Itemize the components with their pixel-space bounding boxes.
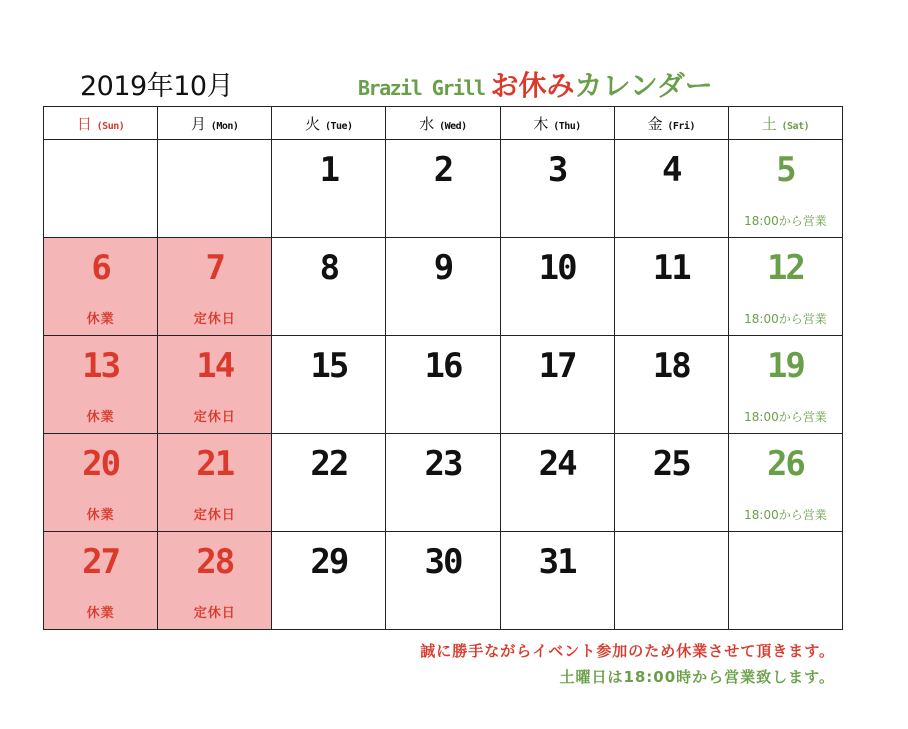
day-number: 30	[424, 542, 462, 582]
weekday-tue: 火 (Tue)	[272, 107, 386, 140]
calendar-day-cell	[614, 336, 728, 434]
calendar-day-cell	[272, 532, 386, 630]
calendar-day-cell	[728, 140, 842, 238]
calendar-day-cell	[44, 434, 158, 532]
day-note: 定休日	[193, 312, 236, 327]
weekday-wed: 水 (Wed)	[386, 107, 500, 140]
calendar-day-cell	[44, 532, 158, 630]
day-number: 1	[319, 150, 339, 190]
month-title: 2019年10月	[80, 71, 234, 102]
calendar-day-cell	[272, 434, 386, 532]
calendar-grid	[43, 106, 843, 630]
day-note: 18:00から営業	[744, 312, 827, 326]
calendar-week-row	[44, 532, 843, 630]
weekday-thu: 木 (Thu)	[500, 107, 614, 140]
day-note: 定休日	[193, 410, 236, 425]
day-note: 18:00から営業	[744, 508, 827, 522]
day-number: 31	[538, 542, 576, 582]
day-number: 20	[82, 444, 120, 484]
day-number: 18	[652, 346, 690, 386]
day-number: 2	[433, 150, 453, 190]
brand-name: Brazil Grill	[358, 76, 485, 100]
weekday-sat: 土 (Sat)	[728, 107, 842, 140]
calendar-day-cell	[158, 140, 272, 238]
calendar-day-cell	[500, 140, 614, 238]
day-number: 19	[766, 346, 804, 386]
calendar-day-cell	[44, 336, 158, 434]
day-number: 11	[652, 248, 690, 288]
day-note: 休業	[86, 606, 115, 621]
day-number: 10	[538, 248, 576, 288]
calendar-day-cell	[386, 434, 500, 532]
weekday-fri: 金 (Fri)	[614, 107, 728, 140]
day-number: 3	[547, 150, 567, 190]
day-number: 16	[424, 346, 462, 386]
calendar-week-row	[44, 434, 843, 532]
calendar-day-cell	[614, 140, 728, 238]
day-note: 定休日	[193, 606, 236, 621]
footer-notice-closed: 誠に勝手ながらイベント参加のため休業させて頂きます。	[420, 642, 835, 660]
calendar-day-cell	[728, 532, 842, 630]
day-number: 4	[662, 150, 681, 190]
day-number: 23	[424, 444, 462, 484]
day-number: 27	[82, 542, 120, 582]
calendar-day-cell	[44, 140, 158, 238]
day-number: 24	[538, 444, 576, 484]
calendar-day-cell	[272, 336, 386, 434]
calendar-day-cell	[158, 532, 272, 630]
day-note: 18:00から営業	[744, 214, 827, 228]
calendar-week-row	[44, 140, 843, 238]
calendar-day-cell	[728, 336, 842, 434]
day-number: 21	[196, 444, 234, 484]
weekday-sun: 日 (Sun)	[44, 107, 158, 140]
calendar-day-cell	[158, 336, 272, 434]
calendar-day-cell	[500, 434, 614, 532]
calendar-day-cell	[728, 238, 842, 336]
calendar-day-cell	[614, 532, 728, 630]
day-number: 17	[538, 346, 576, 386]
calendar-day-cell	[44, 238, 158, 336]
calendar-day-cell	[500, 238, 614, 336]
calendar-day-cell	[386, 238, 500, 336]
day-number: 26	[766, 444, 804, 484]
calendar-day-cell	[272, 140, 386, 238]
weekday-header-row	[44, 107, 843, 140]
calendar-day-cell	[386, 336, 500, 434]
day-number: 25	[652, 444, 690, 484]
calendar-day-cell	[728, 434, 842, 532]
calendar-day-cell	[272, 238, 386, 336]
calendar-day-cell	[500, 336, 614, 434]
day-note: 定休日	[193, 508, 236, 523]
calendar-day-cell	[614, 434, 728, 532]
day-note: 18:00から営業	[744, 410, 827, 424]
calendar-day-cell	[158, 434, 272, 532]
calendar-week-row	[44, 238, 843, 336]
day-number: 5	[776, 150, 795, 190]
day-number: 13	[82, 346, 120, 386]
day-number: 12	[766, 248, 804, 288]
calendar-day-cell	[614, 238, 728, 336]
weekday-mon: 月 (Mon)	[158, 107, 272, 140]
footer-notice-saturday: 土曜日は18:00時から営業致します。	[559, 668, 835, 686]
calendar-day-cell	[386, 140, 500, 238]
title-holiday: お休み	[490, 69, 575, 102]
day-number: 29	[310, 542, 348, 582]
title-calendar: カレンダー	[574, 69, 713, 102]
day-note: 休業	[86, 508, 115, 523]
day-number: 7	[205, 248, 224, 288]
day-number: 28	[196, 542, 234, 582]
day-note: 休業	[86, 410, 115, 425]
calendar-day-cell	[386, 532, 500, 630]
calendar-header	[358, 64, 713, 104]
day-number: 8	[319, 248, 339, 288]
day-number: 9	[433, 248, 453, 288]
calendar-week-row	[44, 336, 843, 434]
calendar-day-cell	[500, 532, 614, 630]
day-number: 6	[91, 248, 110, 288]
calendar-day-cell	[158, 238, 272, 336]
day-note: 休業	[86, 312, 115, 327]
day-number: 22	[310, 444, 348, 484]
day-number: 14	[196, 346, 234, 386]
day-number: 15	[310, 346, 348, 386]
